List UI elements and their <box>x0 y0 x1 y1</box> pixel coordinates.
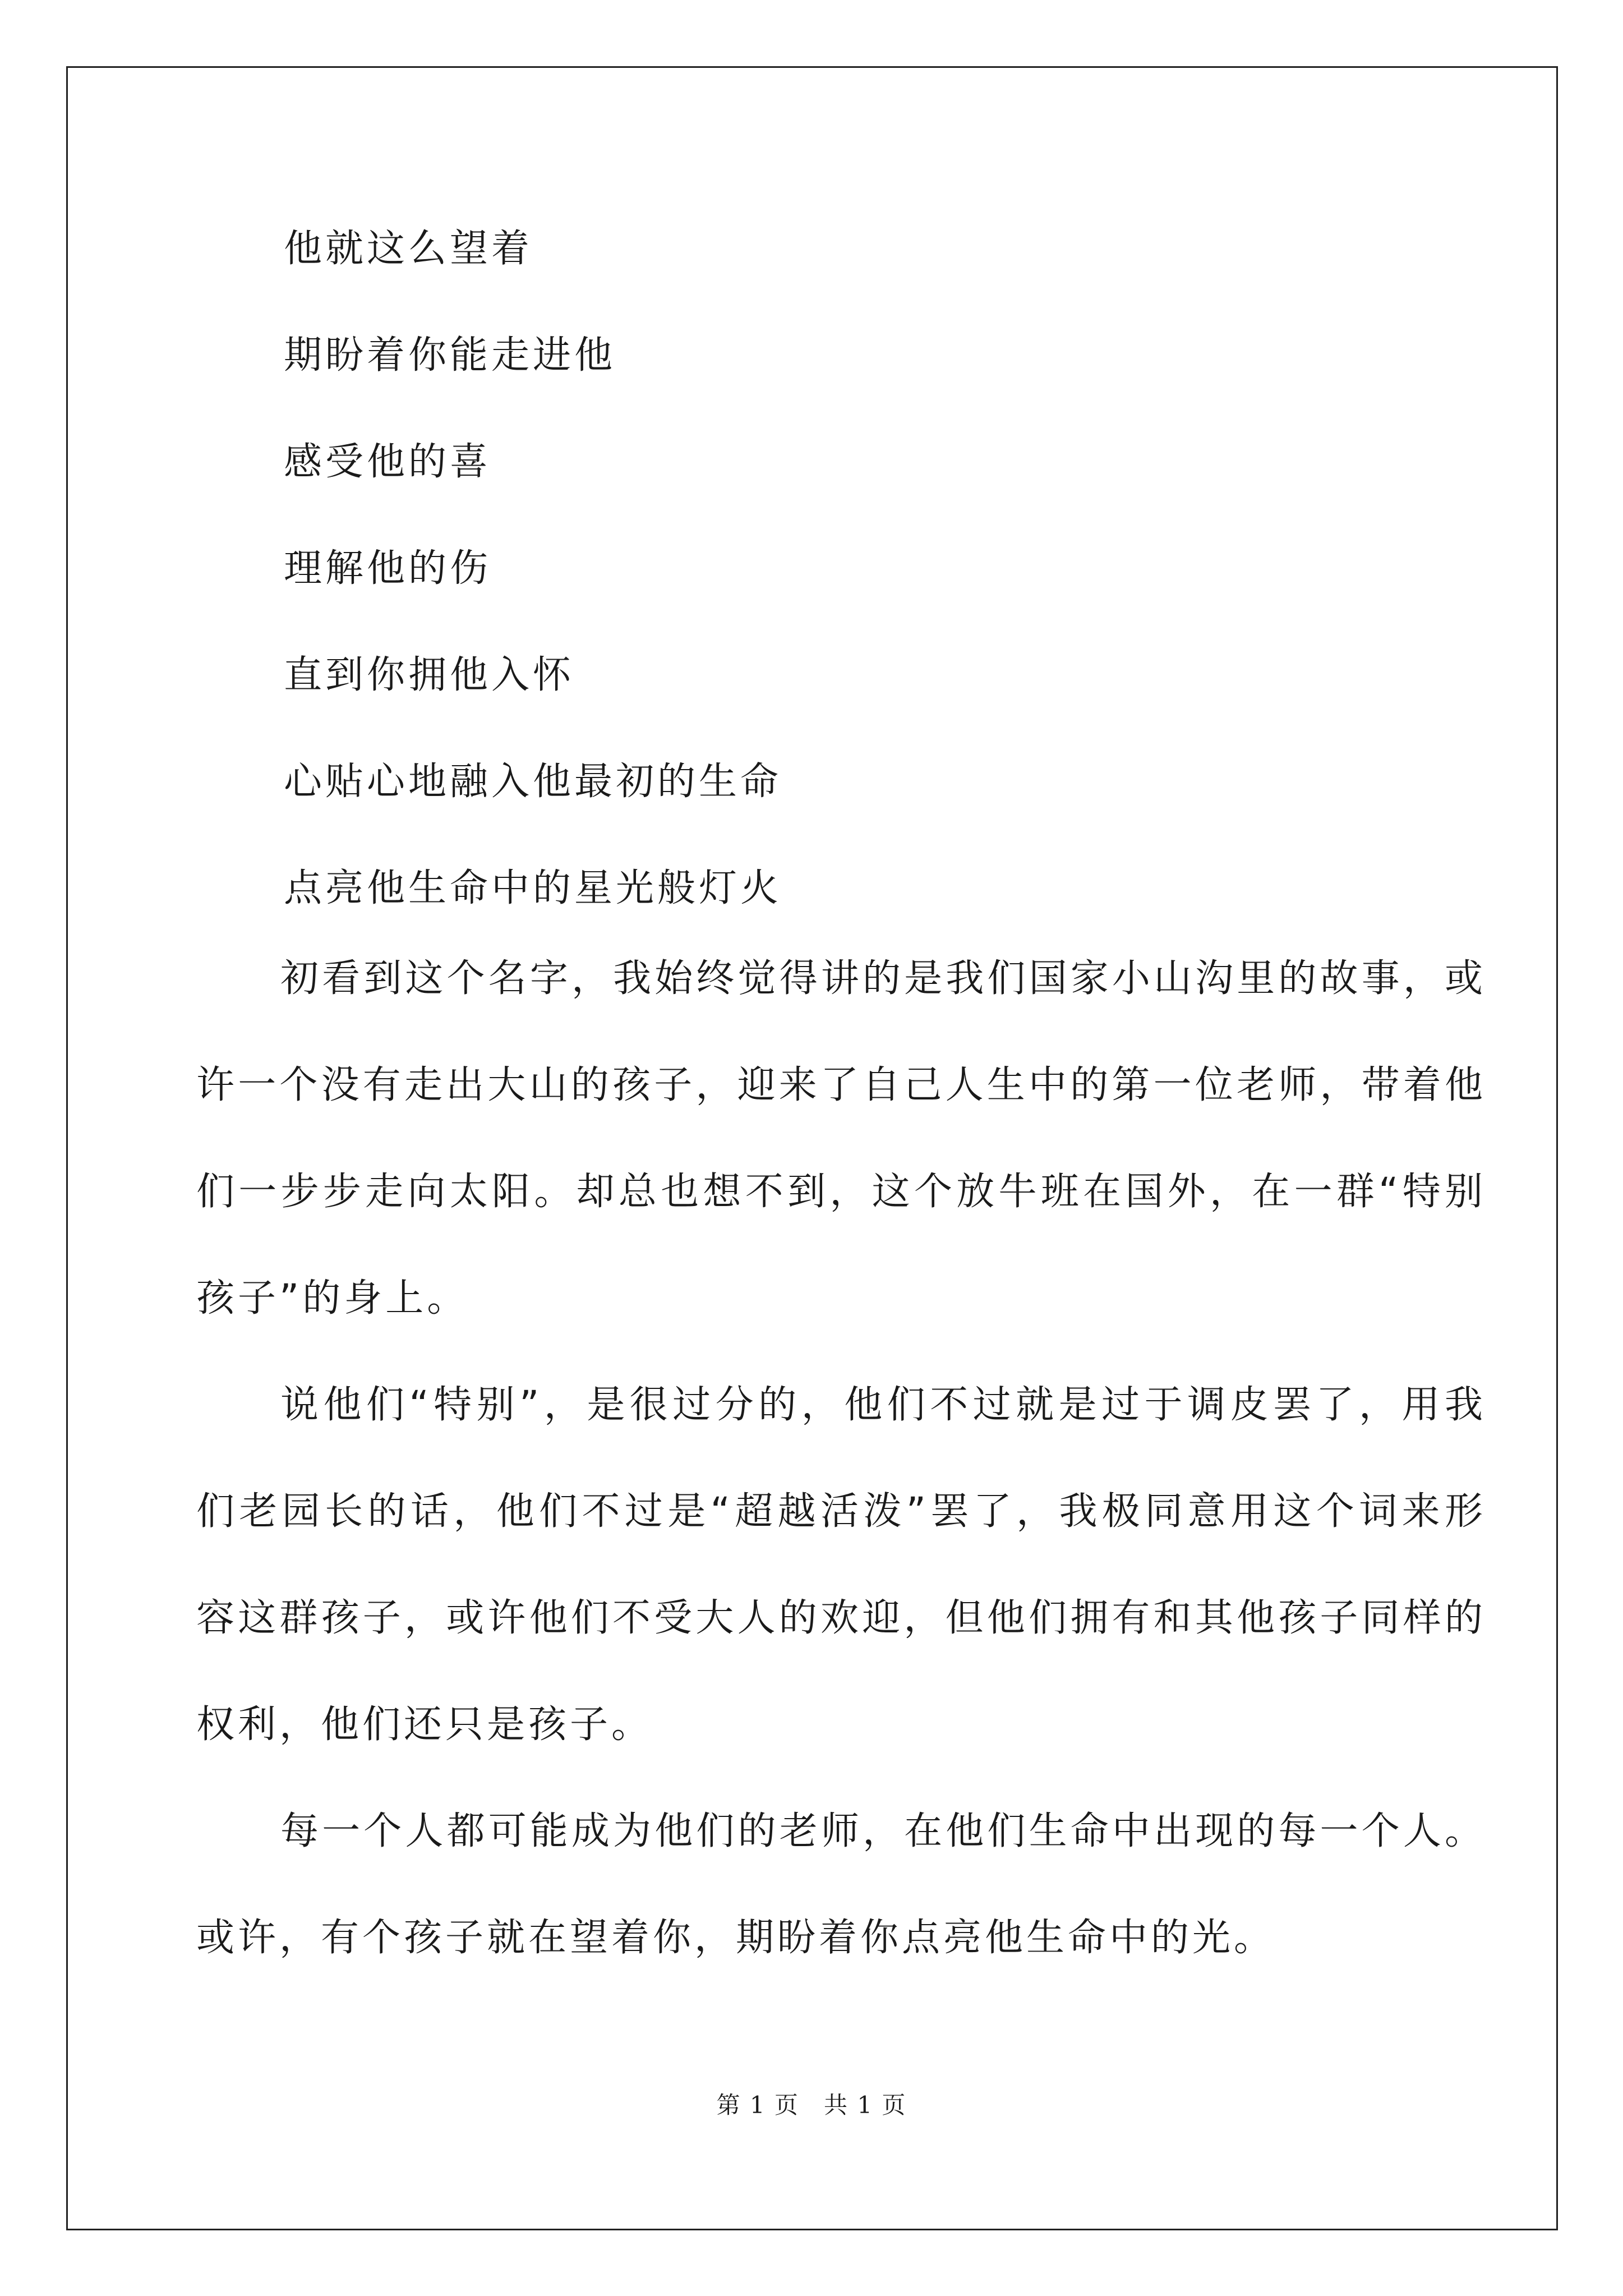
paragraph: 每一个人都可能成为他们的老师，在他们生命中出现的每一个人。或许，有个孩子就在望着你，期盼着你点亮他生命中的光。 <box>196 1809 1486 1960</box>
poem-line: 理解他的伤 <box>284 546 492 591</box>
paragraph: 初看到这个名字，我始终觉得讲的是我们国家小山沟里的故事，或许一个没有走出大山的孩子，迎来了自己人生中的第一位老师，带着他们一步步走向太阳。却总也想不到，这个放牛班在国外，在一群“特别孩子”的身上。 <box>196 956 1486 1320</box>
poem-line: 期盼着你能走进他 <box>284 333 616 378</box>
paragraph: 说他们“特别”，是很过分的，他们不过就是过于调皮罢了，用我们老园长的话，他们不过是“超越活泼”罢了，我极同意用这个词来形容这群孩子，或许他们不受大人的欢迎，但他们拥有和其他孩子同样的权利，他们还只是孩子。 <box>196 1383 1486 1747</box>
poem-line: 心贴心地融入他最初的生命 <box>284 760 782 804</box>
poem-line: 他就这么望着 <box>284 227 533 271</box>
poem-line: 直到你拥他入怀 <box>284 653 575 697</box>
poem-line: 点亮他生命中的星光般灯火 <box>284 866 782 910</box>
page-number: 第 1 页 共 1 页 <box>716 2091 907 2119</box>
poem-line: 感受他的喜 <box>284 440 492 484</box>
